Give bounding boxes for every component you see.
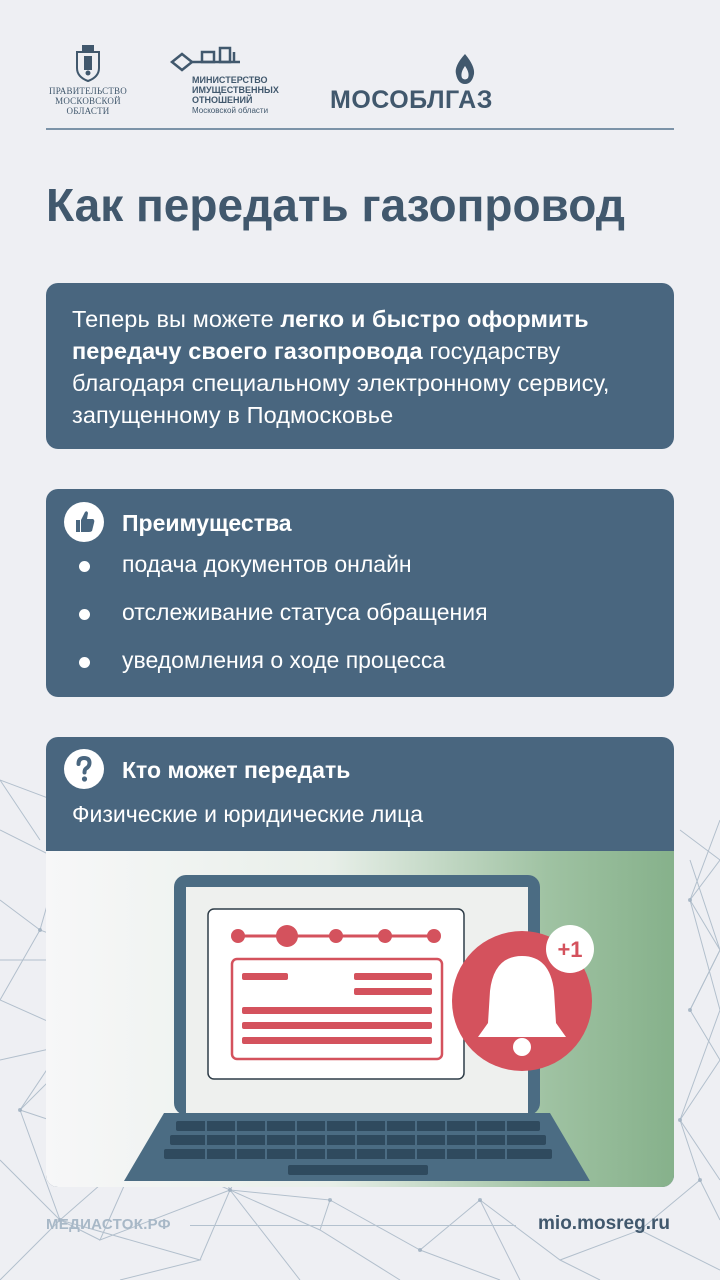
intro-text-part2: государству благодаря специальному электронному сервису, запущенному в Подмосковье [72, 338, 610, 428]
intro-text-part1: Теперь вы можете [72, 306, 281, 332]
ministry-line-1: МИНИСТЕРСТВО [192, 75, 268, 85]
coat-of-arms-icon [73, 44, 103, 82]
header [46, 40, 674, 130]
footer-divider [190, 1225, 516, 1226]
advantages-heading: Преимущества [122, 510, 292, 536]
page-title: Как передать газопровод [46, 179, 625, 231]
flame-icon [450, 52, 480, 86]
intro-text-bold: легко и быстро оформить передачу своего газопровода [72, 306, 589, 364]
notification-badge: +1 [557, 937, 583, 962]
advantages-card [46, 489, 674, 697]
footer-source: МЕДИАСТОК.РФ [46, 1216, 171, 1233]
government-logo [46, 40, 130, 116]
ministry-line-4: Московской области [192, 106, 269, 115]
laptop-illustration-graphic [46, 851, 674, 1187]
question-icon [64, 749, 104, 789]
list-item [46, 599, 674, 629]
ministry-line-2: ИМУЩЕСТВЕННЫХ [192, 85, 279, 95]
who-heading: Кто может передать [122, 757, 351, 783]
list-item-text: уведомления о ходе процесса [122, 647, 446, 673]
list-item-text: подача документов онлайн [122, 551, 412, 577]
list-item [46, 647, 674, 677]
ministry-logo [168, 44, 318, 115]
bullet-dot [79, 609, 90, 620]
bullet-dot [79, 657, 90, 668]
who-subtitle: Физические и юридические лица [72, 801, 424, 827]
who-can-transfer-card [46, 737, 674, 1187]
key-icon [168, 44, 248, 74]
mosoblgaz-wordmark: МОСОБЛГАЗ [330, 86, 493, 114]
government-logo-text: ПРАВИТЕЛЬСТВО МОСКОВСКОЙ ОБЛАСТИ [49, 86, 127, 116]
footer-website[interactable]: mio.mosreg.ru [538, 1213, 670, 1234]
header-divider [46, 128, 674, 130]
ministry-line-3: ОТНОШЕНИЙ [192, 95, 253, 105]
list-item [46, 551, 674, 581]
intro-card [46, 283, 674, 449]
intro-text [72, 303, 648, 431]
list-item-text: отслеживание статуса обращения [122, 599, 488, 625]
thumbs-up-icon [64, 502, 104, 542]
bullet-dot [79, 561, 90, 572]
mosoblgaz-logo [330, 52, 500, 112]
laptop-illustration [46, 851, 674, 1187]
